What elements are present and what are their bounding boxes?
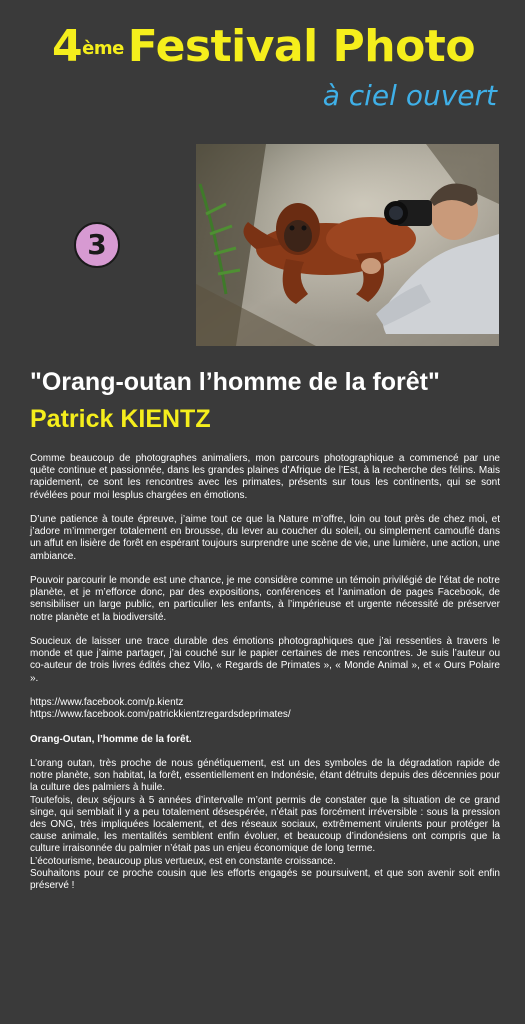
festival-title-text: Festival Photo [127, 21, 476, 72]
author-name: Patrick KIENTZ [30, 405, 211, 433]
festival-number: 4 [52, 21, 83, 72]
festival-title [52, 22, 512, 72]
facebook-link[interactable]: https://www.facebook.com/patrickkientzregardsdeprimates/ [30, 709, 291, 721]
statement-paragraph: L’écotourisme, beaucoup plus vertueux, est en constante croissance. [30, 855, 336, 867]
facebook-link[interactable]: https://www.facebook.com/p.kientz [30, 697, 184, 708]
exhibit-photo [196, 144, 499, 346]
statement-paragraph: Pouvoir parcourir le monde est une chance, je me considère comme un témoin privilégié de l’état de notre planète, et je m’efforce donc, par des expositions, conférences et l’animation de pages Facebook, de sensibiliser un large public, en particulier les enfants, à l’impérieuse et urgente nécessité de préserver notre planète et la biodiversité. [30, 575, 500, 623]
statement-paragraph: Toutefois, deux séjours à 5 années d’intervalle m’ont permis de constater que la situation de ce grand singe, qui semblait il y a peu totalement désespérée, n’était pas forcément irréversible : sous la pression des ONG, très impliquées localement, et des réseaux sociaux, extrêmement virulents pour protéger la cause animale, les mentalités semblent enfin évoluer, et beaucoup d’indonésiens ont compris que la culture irraisonnée du palmier n’était pas un enjeu économique de long terme. [30, 794, 500, 855]
statement-paragraph: Comme beaucoup de photographes animaliers, mon parcours photographique a commencé par une quête continue et passionnée, dans les grandes plaines d’Afrique de l’Est, à la recherche des félins. Mais rapidement, ce sont les rencontres avec les primates, présents sur tous les continents, qui se sont révélées pour moi lesplus chargées en émotions. [30, 453, 500, 501]
statement-paragraph: Soucieux de laisser une trace durable des émotions photographiques que j’ai ressenties à travers le monde et que j’aime partager, j’ai couché sur le papier certaines de mes rencontres. Je suis l’auteur ou co-auteur de trois livres édités chez Vilo, « Regards de Primates », « Monde Animal », et « Ours Polaire ». [30, 636, 500, 684]
links-block [30, 697, 500, 721]
statement-paragraph: D’une patience à toute épreuve, j’aime tout ce que la Nature m’offre, loin ou tout près de chez moi, et j’adore m’immerger totalement en brousse, du lever au coucher du soleil, ou simplement camouflé dans un affut en lisière de forêt en espérant toujours surprendre une scène de vie, une lumière, une action, une ambiance. [30, 514, 500, 562]
festival-subtitle: à ciel ouvert [322, 79, 497, 112]
statement-paragraph: L’orang outan, très proche de nous génétiquement, est un des symboles de la dégradation rapide de notre planète, son habitat, la forêt, essentiellement en Indonésie, étant détruits depuis des décennies pour la culture des palmiers à huile. [30, 757, 500, 794]
work-title: "Orang-outan l’homme de la forêt" [30, 368, 440, 396]
festival-number-suffix: ème [82, 38, 124, 59]
artist-statement [30, 453, 500, 892]
photo-illustration [196, 144, 499, 346]
exhibit-number-badge: 3 [74, 222, 120, 268]
statement-paragraph: Souhaitons pour ce proche cousin que les efforts engagés se poursuivent, et que son avenir soit enfin préservé ! [30, 867, 500, 892]
section-heading: Orang-Outan, l’homme de la forêt. [30, 733, 192, 745]
